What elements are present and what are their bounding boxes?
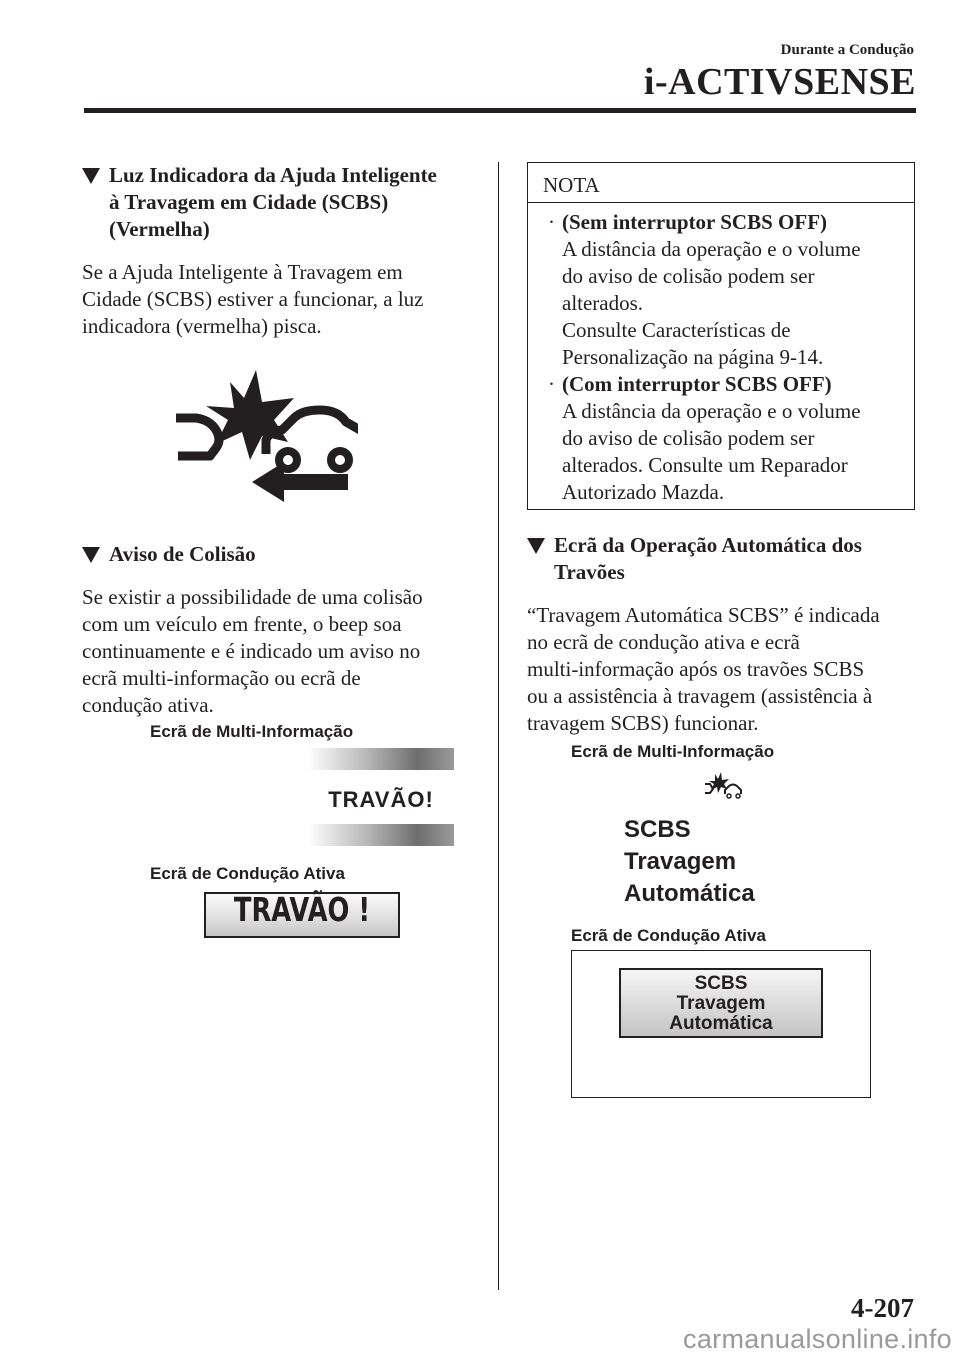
indicator-paragraph: Se a Ajuda Inteligente à Travagem em Cidade (SCBS) estiver a funcionar, a luz indicadora (vermelha) pisca. xyxy=(82,260,424,338)
right-column xyxy=(527,532,917,1098)
note-box xyxy=(527,162,915,510)
display-gradient-bar xyxy=(308,824,454,846)
display-gradient-bar xyxy=(308,748,454,770)
running-header-section: Durante a Condução xyxy=(780,42,914,58)
brake-warning-text: TRAVÃO! xyxy=(328,787,434,812)
active-driving-display xyxy=(204,892,400,938)
section-heading-indicator: Luz Indicadora da Ajuda Inteligente à Travagem em Cidade (SCBS) (Vermelha) xyxy=(82,162,474,243)
multi-info-display xyxy=(82,742,474,848)
watermark: carmanualsonline.info xyxy=(683,1324,952,1354)
multi-info-caption: Ecrã de Multi-Informação xyxy=(571,742,775,761)
bullet-dot-icon: · xyxy=(548,372,555,396)
scbs-warning-icon xyxy=(703,772,743,800)
running-header-chapter: i-ACTIVSENSE xyxy=(643,61,916,103)
active-driving-caption: Ecrã de Condução Ativa xyxy=(571,926,766,945)
triangle-bullet-icon xyxy=(82,547,100,563)
column-divider xyxy=(498,162,499,1290)
collision-paragraph: Se existir a possibilidade de uma colisão com um veículo em frente, o beep soa continuamente e é indicado um aviso no ecrã multi-informação ou ecrã de condução ativa. xyxy=(82,585,423,717)
multi-info-caption: Ecrã de Multi-Informação xyxy=(150,722,354,741)
note-item: · (Sem interruptor SCBS OFF) A distância da operação e o volume do aviso de colisão podem ser alterados. Consulte Características de Personalização na página 9-14. xyxy=(548,210,861,369)
active-driving-caption: Ecrã de Condução Ativa xyxy=(150,864,345,883)
front-car-outline-icon xyxy=(266,410,358,454)
triangle-bullet-icon xyxy=(527,538,545,554)
active-driving-display xyxy=(571,950,871,1098)
triangle-bullet-icon xyxy=(82,168,100,184)
multi-info-display xyxy=(527,762,917,910)
section-heading-collision: Aviso de Colisão xyxy=(82,541,474,568)
scbs-warning-icon xyxy=(170,368,358,508)
page-number: 4-207 xyxy=(851,1293,914,1323)
auto-brake-paragraph: “Travagem Automática SCBS” é indicada no ecrã de condução ativa e ecrã multi-informação após os travões SCBS ou a assistência à travagem (assistência à travagem SCBS) funcionar. xyxy=(527,603,880,735)
rear-car-outline-icon xyxy=(176,418,219,456)
brake-warning-text: TRAVÃO ! xyxy=(233,890,371,929)
note-item: · (Com interruptor SCBS OFF) A distância da operação e o volume do aviso de colisão podem ser alterados. Consulte um Reparador Autorizado Mazda. xyxy=(548,372,861,504)
bullet-dot-icon: · xyxy=(548,210,555,234)
left-column xyxy=(82,162,474,938)
section-heading-auto-brake: Ecrã da Operação Automática dos Travões xyxy=(527,532,917,586)
header-rule xyxy=(84,108,916,113)
auto-brake-badge: SCBS Travagem Automática xyxy=(619,968,823,1038)
note-list xyxy=(528,203,914,506)
auto-brake-text: SCBS Travagem Automática xyxy=(624,816,755,907)
note-title: NOTA xyxy=(528,163,914,203)
